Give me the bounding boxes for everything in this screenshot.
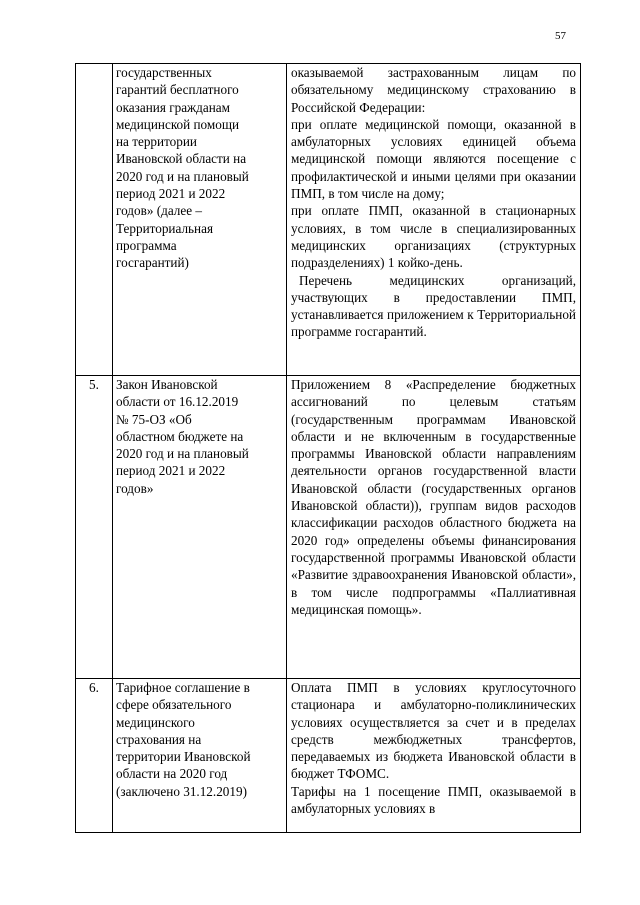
legal-act-cell <box>113 679 287 833</box>
legal-act-line: медицинской помощи <box>116 116 240 132</box>
page-number: 57 <box>555 30 566 42</box>
table-row <box>76 679 581 833</box>
legal-act-line: Территориальная <box>116 220 214 236</box>
legal-act-line: годов» <box>116 480 154 496</box>
description-paragraph: Оплата ПМП в условиях круглосуточного стационара и амбулаторно-поликлинических условиях осуществляется за счет и в пределах средств межбюджетных трансфертов, передаваемых из бюджета Ивановской области в бюджет ТФОМС. <box>291 680 576 782</box>
row-number-cell <box>76 64 113 376</box>
legal-act-line: № 75-ОЗ «Об <box>116 411 192 427</box>
legal-act-line: Тарифное соглашение в <box>116 680 250 695</box>
legal-act-line: Ивановской области на <box>116 151 247 167</box>
legal-act-cell <box>113 376 287 679</box>
legal-act-line: территории Ивановской <box>116 749 251 765</box>
table-row <box>76 64 581 376</box>
row-number-cell <box>76 376 113 679</box>
legal-act-line: Закон Ивановской <box>116 377 218 392</box>
legal-act-line: программа <box>116 237 177 253</box>
description-paragraph: оказываемой застрахованным лицам по обязательному медицинскому страхованию в Российской Федерации: <box>291 65 576 115</box>
description-paragraph: Тарифы на 1 посещение ПМП, оказываемой в амбулаторных условиях в <box>291 783 576 817</box>
legal-act-line: гарантий бесплатного <box>116 82 239 98</box>
legal-act-line: областном бюджете на <box>116 428 244 444</box>
legal-act-cell <box>113 64 287 376</box>
legal-act-line: на территории <box>116 134 197 150</box>
table-row <box>76 376 581 679</box>
description-cell <box>287 64 581 376</box>
description-paragraph: при оплате медицинской помощи, оказанной в амбулаторных условиях единицей объема медицинской помощи являются посещение с профилактической и иными целями при оказании ПМП, в том числе на дому; <box>291 116 576 202</box>
legal-act-line: (заключено 31.12.2019) <box>116 783 247 799</box>
description-paragraph: Перечень медицинских организаций, участвующих в предоставлении ПМП, устанавливается приложением к Территориальной программе госгарантий. <box>291 272 576 340</box>
legal-act-line: годов» (далее – <box>116 203 202 219</box>
legal-act-line: страхования на <box>116 731 202 747</box>
row-number-cell <box>76 679 113 833</box>
legal-act-line: период 2021 и 2022 <box>116 463 226 479</box>
legal-act-line: период 2021 и 2022 <box>116 186 226 202</box>
description-cell <box>287 679 581 833</box>
legal-act-line: области от 16.12.2019 <box>116 394 239 410</box>
legal-act-line: оказания гражданам <box>116 99 230 115</box>
description-cell <box>287 376 581 679</box>
description-paragraph: Приложением 8 «Распределение бюджетных ассигнований по целевым статьям (государственным программам Ивановской области и не включенным в государственные программы Ивановской области направлениям деятельности органов государственной власти Ивановской области (государственных органов Ивановской области)), группам видов расходов классификации расходов областного бюджета на 2020 год» определены объемы финансирования государственной программы Ивановской области «Развитие здравоохранения Ивановской области», в том числе подпрограммы «Паллиативная медицинская помощь». <box>291 377 576 617</box>
legal-act-line: медицинского <box>116 714 195 730</box>
legal-act-line: 2020 год и на плановый <box>116 168 249 184</box>
description-paragraph: при оплате ПМП, оказанной в стационарных условиях, в том числе в специализированных медицинских организациях (структурных подразделениях) 1 койко-день. <box>291 203 576 271</box>
legal-act-line: госгарантий) <box>116 255 189 271</box>
legal-act-line: области на 2020 год <box>116 766 228 782</box>
legal-act-line: 2020 год и на плановый <box>116 446 249 462</box>
legal-act-line: сфере обязательного <box>116 697 232 713</box>
row-number: 6. <box>89 680 99 695</box>
legal-act-line: государственных <box>116 65 212 80</box>
document-table <box>75 63 581 833</box>
row-number: 5. <box>89 377 99 392</box>
